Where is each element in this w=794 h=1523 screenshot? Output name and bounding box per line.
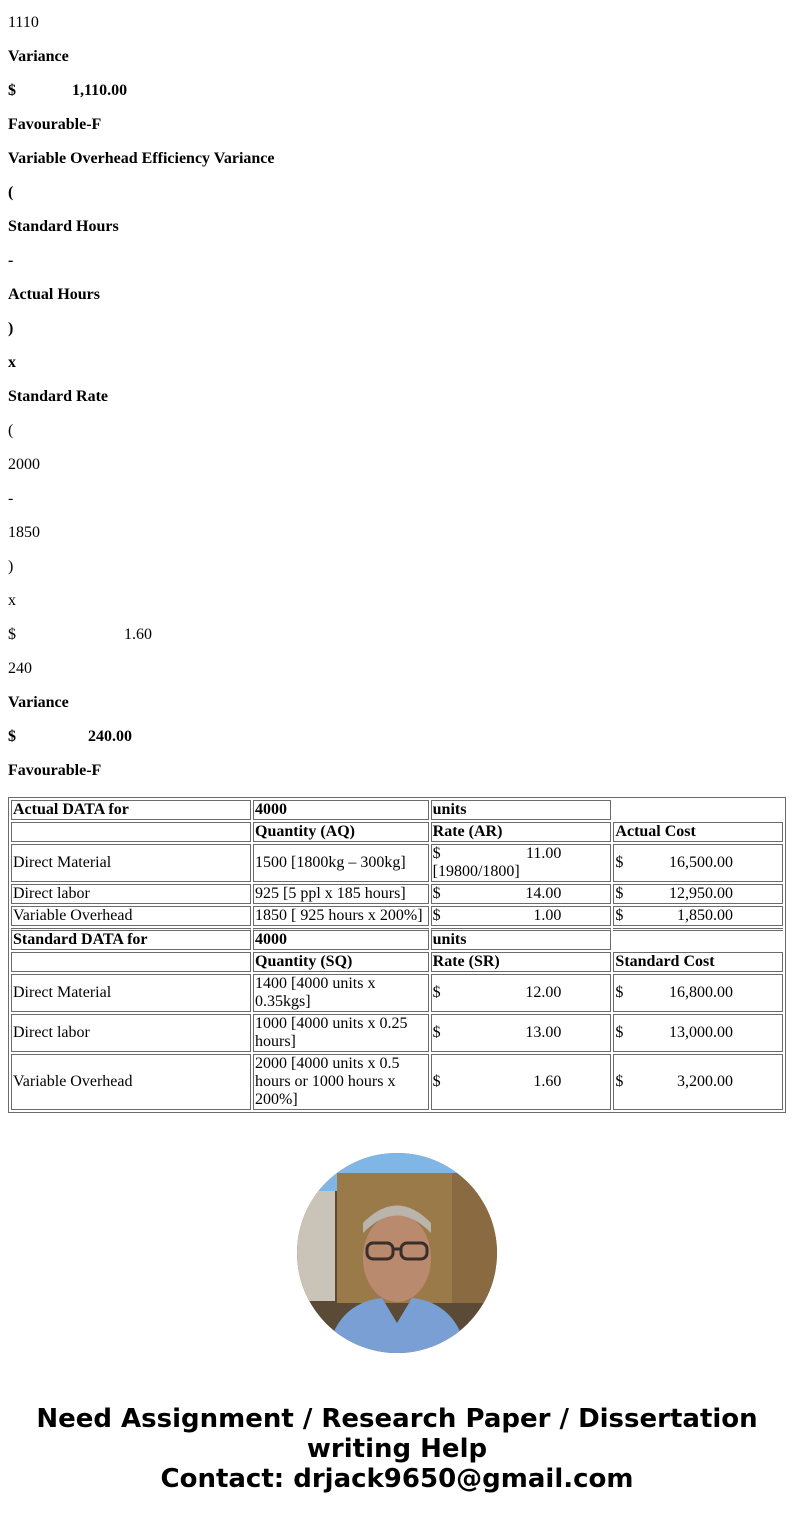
calc-line: [8, 82, 768, 100]
amount-value: 240.00: [88, 728, 132, 745]
currency-symbol: $: [615, 1073, 624, 1090]
cost-cell: [613, 906, 783, 926]
cost-cell: [613, 1054, 783, 1110]
rate-cell: [431, 906, 612, 926]
calc-line: [8, 626, 768, 644]
currency-symbol: $: [615, 984, 624, 1001]
currency-symbol: $: [432, 885, 441, 902]
calc-line: ): [8, 558, 14, 575]
quantity-cell: 925 [5 ppl x 185 hours]: [253, 884, 429, 904]
quantity-cell: 1850 [ 925 hours x 200%]: [253, 906, 429, 926]
author-avatar: [297, 1153, 497, 1353]
currency-symbol: $: [432, 1073, 441, 1090]
calc-line: -: [8, 252, 14, 269]
calc-line: (: [8, 184, 14, 201]
col-actual-cost: Actual Cost: [613, 822, 783, 842]
money-value: 11.00: [526, 845, 562, 862]
cost-data-table: [8, 797, 786, 1113]
promo-contact: Contact: drjack9650@gmail.com: [160, 1464, 634, 1494]
calc-line: Variable Overhead Efficiency Variance: [8, 150, 275, 167]
currency-symbol: $: [432, 845, 441, 862]
calc-line: x: [8, 354, 16, 371]
money-value: 1.60: [533, 1073, 562, 1090]
cost-cell: [613, 844, 783, 882]
standard-col-header-row: [11, 952, 783, 972]
money-value: 1.00: [533, 907, 562, 924]
calc-line: (: [8, 422, 14, 439]
amount-value: 1.60: [124, 626, 152, 643]
currency-symbol: $: [432, 1024, 441, 1041]
currency-symbol: $: [432, 907, 441, 924]
currency-symbol: $: [615, 854, 624, 871]
promo-line-2: writing Help: [306, 1434, 488, 1464]
cost-cell: [613, 974, 783, 1012]
calculation-lines: [8, 14, 768, 796]
empty-cell: [11, 952, 251, 972]
col-rate-sr: Rate (SR): [431, 952, 612, 972]
currency-symbol: $: [8, 626, 16, 643]
standard-header-row: [11, 928, 783, 950]
calc-line: [8, 728, 768, 746]
currency-symbol: $: [8, 82, 16, 99]
cost-cell: [613, 1014, 783, 1052]
calc-line: Standard Rate: [8, 388, 109, 405]
rate-cell: [431, 1014, 612, 1052]
empty-cell: [613, 928, 783, 950]
money-value: 13.00: [525, 1024, 562, 1041]
calc-line: 240: [8, 660, 32, 677]
col-standard-cost: Standard Cost: [613, 952, 783, 972]
calc-line: -: [8, 490, 14, 507]
calc-line: 1850: [8, 524, 40, 541]
promo-line-1: Need Assignment / Research Paper / Dissertation: [36, 1404, 758, 1434]
standard-qty: 4000: [253, 928, 429, 950]
cost-item: Variable Overhead: [11, 906, 251, 926]
calc-line: 2000: [8, 456, 40, 473]
col-quantity-sq: Quantity (SQ): [253, 952, 429, 972]
calc-line: Variance: [8, 48, 69, 65]
money-value: 3,200.00: [677, 1073, 733, 1090]
quantity-cell: 1500 [1800kg – 300kg]: [253, 844, 429, 882]
cost-item: Direct labor: [11, 884, 251, 904]
cost-item: Direct Material: [11, 844, 251, 882]
actual-col-header-row: [11, 822, 783, 842]
amount-value: 1,110.00: [72, 82, 128, 99]
actual-title: Actual DATA for: [11, 800, 251, 820]
empty-cell: [613, 800, 783, 820]
rate-cell: [431, 974, 612, 1012]
cost-item: Direct labor: [11, 1014, 251, 1052]
money-value: 12.00: [525, 984, 562, 1001]
calc-line: Actual Hours: [8, 286, 100, 303]
calc-line: Variance: [8, 694, 69, 711]
rate-cell: [431, 1054, 612, 1110]
standard-data-row: [11, 1014, 783, 1052]
actual-data-row: [11, 884, 783, 904]
money-value: 12,950.00: [669, 885, 733, 902]
currency-symbol: $: [432, 984, 441, 1001]
empty-cell: [11, 822, 251, 842]
currency-symbol: $: [615, 907, 624, 924]
calc-line: ): [8, 320, 14, 337]
cost-item: Direct Material: [11, 974, 251, 1012]
calc-line: 1110: [8, 14, 39, 31]
money-value: 1,850.00: [677, 907, 733, 924]
standard-data-row: [11, 1054, 783, 1110]
quantity-cell: 1400 [4000 units x 0.35kgs]: [253, 974, 429, 1012]
actual-data-row: [11, 844, 783, 882]
cost-item: Variable Overhead: [11, 1054, 251, 1110]
promo-banner: [0, 1404, 794, 1494]
col-rate-ar: Rate (AR): [431, 822, 612, 842]
quantity-cell: 2000 [4000 units x 0.5 hours or 1000 hours x 200%]: [253, 1054, 429, 1110]
calc-line: Favourable-F: [8, 762, 102, 779]
actual-unit: units: [431, 800, 612, 820]
currency-symbol: $: [8, 728, 16, 745]
calc-line: Standard Hours: [8, 218, 119, 235]
money-value: 16,800.00: [669, 984, 733, 1001]
standard-unit: units: [431, 928, 612, 950]
money-value: 14.00: [525, 885, 562, 902]
actual-data-row: [11, 906, 783, 926]
money-value: 13,000.00: [669, 1024, 733, 1041]
standard-title: Standard DATA for: [11, 928, 251, 950]
currency-symbol: $: [615, 885, 624, 902]
rate-cell: [431, 844, 612, 882]
rate-cell: [431, 884, 612, 904]
quantity-cell: 1000 [4000 units x 0.25 hours]: [253, 1014, 429, 1052]
rate-note: [19800/1800]: [432, 863, 520, 880]
cost-cell: [613, 884, 783, 904]
calc-line: Favourable-F: [8, 116, 102, 133]
col-quantity-aq: Quantity (AQ): [253, 822, 429, 842]
actual-header-row: [11, 800, 783, 820]
standard-data-row: [11, 974, 783, 1012]
author-photo-icon: [297, 1153, 497, 1353]
calc-line: x: [8, 592, 16, 609]
money-value: 16,500.00: [669, 854, 733, 871]
actual-qty: 4000: [253, 800, 429, 820]
currency-symbol: $: [615, 1024, 624, 1041]
